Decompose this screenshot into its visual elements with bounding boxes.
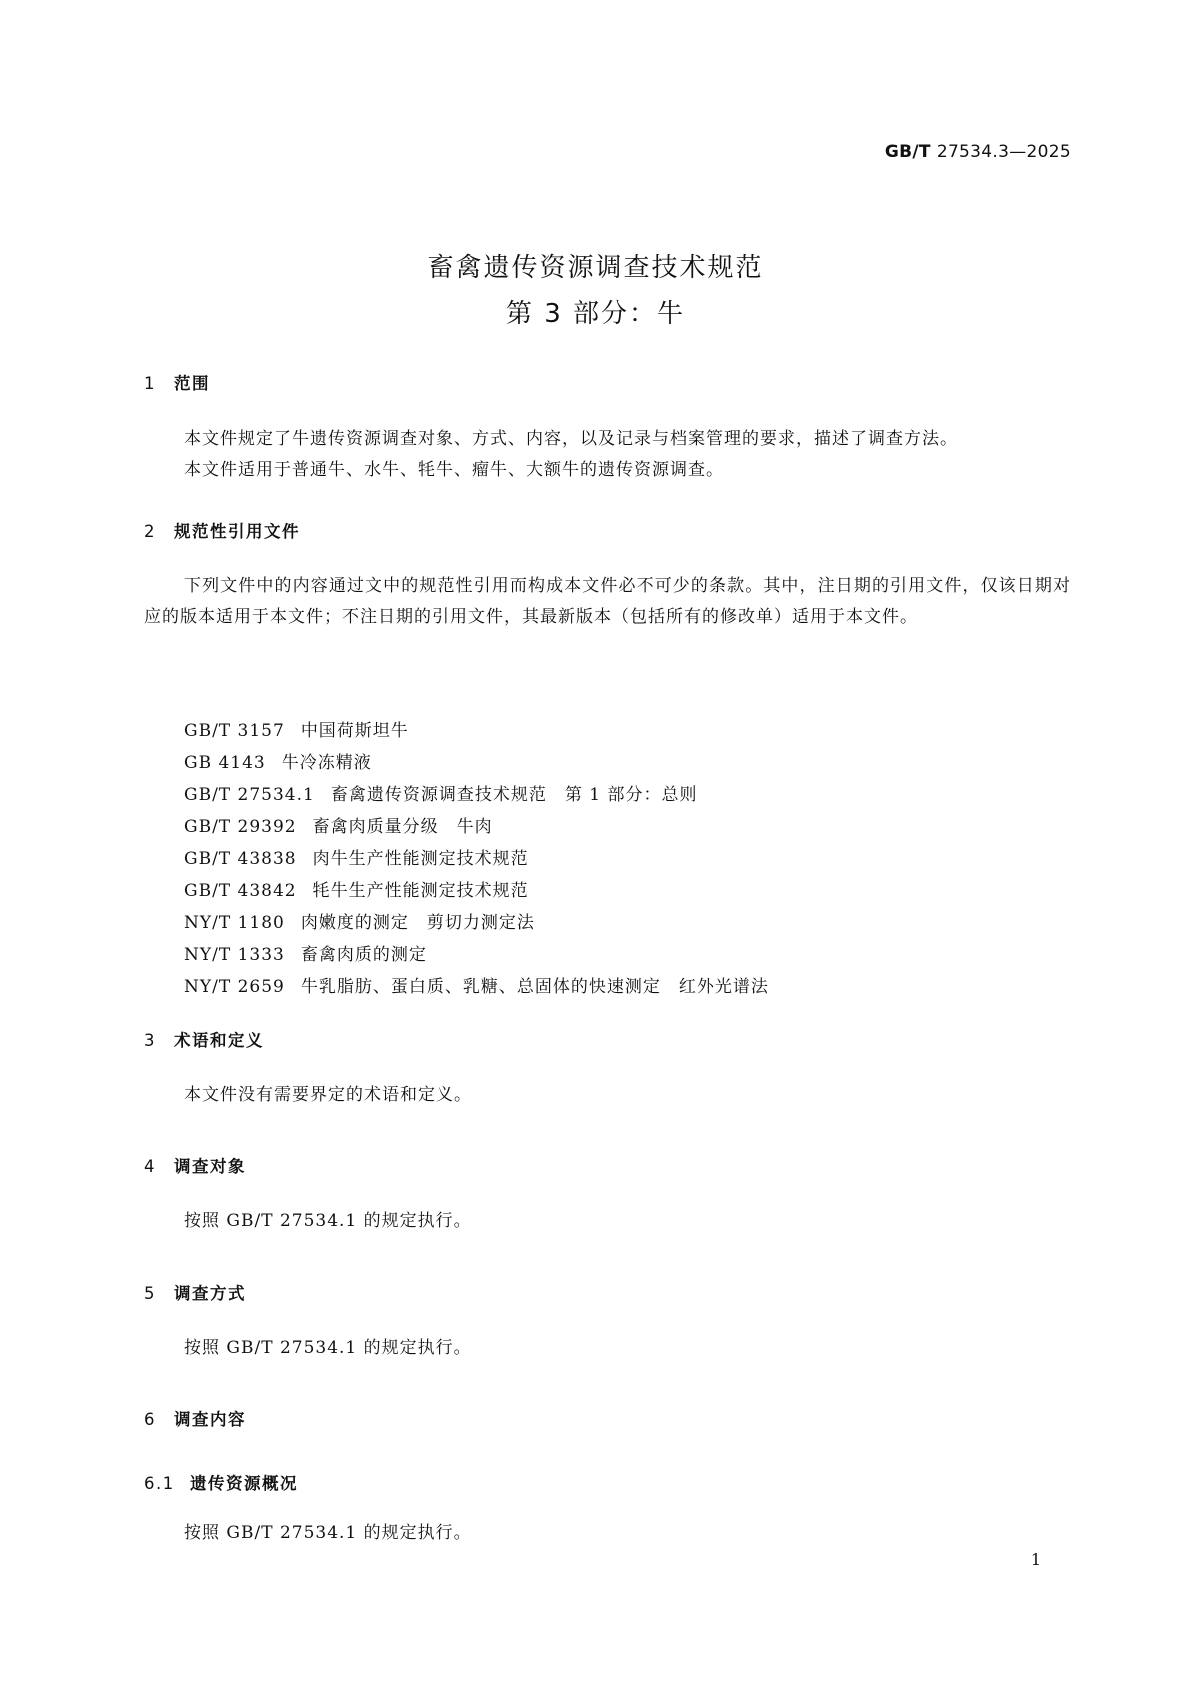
reference-item [184,747,769,779]
section-1-heading [144,370,210,394]
reference-code: GB 4143 [184,753,266,773]
section-2-heading [144,518,300,542]
document-title: 畜禽遗传资源调查技术规范 [427,253,764,283]
section-number: 5 [144,1284,156,1303]
section-number: 6 [144,1410,156,1429]
reference-item [184,907,769,939]
section-title: 范围 [174,374,210,393]
section-5-heading [144,1280,246,1304]
references-intro: 下列文件中的内容通过文中的规范性引用而构成本文件必不可少的条款。其中，注日期的引用文件，仅该日期对应的版本适用于本文件；不注日期的引用文件，其最新版本（包括所有的修改单）适用于本文件。 [144,576,1071,627]
reference-code: NY/T 2659 [184,977,285,997]
section-4-heading [144,1153,246,1177]
reference-title: 中国荷斯坦牛 [300,721,409,741]
standard-code [885,142,1071,162]
section-title: 调查对象 [174,1157,246,1176]
reference-code: GB/T 43842 [184,881,297,901]
section-title: 规范性引用文件 [174,522,300,541]
paragraph: 本文件规定了牛遗传资源调查对象、方式、内容，以及记录与档案管理的要求，描述了调查方法。 [184,429,958,449]
reference-title: 畜禽遗传资源调查技术规范 第 1 部分：总则 [330,785,698,805]
reference-title: 畜禽肉质的测定 [300,945,427,965]
section-number: 3 [144,1031,156,1050]
paragraph: 本文件没有需要界定的术语和定义。 [184,1085,472,1105]
standard-number: 27534.3—2025 [936,142,1071,162]
reference-code: NY/T 1180 [184,913,285,933]
section-number: 2 [144,522,156,541]
section-title: 遗传资源概况 [190,1474,298,1493]
section-6-heading [144,1406,246,1430]
page-number: 1 [1030,1550,1041,1569]
reference-title: 肉嫩度的测定 剪切力测定法 [300,913,535,933]
reference-code: GB/T 27534.1 [184,785,315,805]
reference-code: GB/T 29392 [184,817,297,837]
document-subtitle: 第 3 部分：牛 [505,299,686,329]
reference-title: 牛乳脂肪、蛋白质、乳糖、总固体的快速测定 红外光谱法 [300,977,769,997]
reference-item [184,779,769,811]
paragraph: 本文件适用于普通牛、水牛、牦牛、瘤牛、大额牛的遗传资源调查。 [184,460,724,480]
standard-prefix: GB/T [884,142,931,162]
reference-list [184,715,769,1003]
section-6-1-heading [144,1470,298,1494]
paragraph: 按照 GB/T 27534.1 的规定执行。 [184,1338,472,1358]
reference-item [184,843,769,875]
reference-item [184,811,769,843]
reference-title: 畜禽肉质量分级 牛肉 [312,817,493,837]
reference-item [184,971,769,1003]
paragraph: 按照 GB/T 27534.1 的规定执行。 [184,1523,472,1543]
paragraph: 按照 GB/T 27534.1 的规定执行。 [184,1211,472,1231]
reference-title: 牛冷冻精液 [281,753,372,773]
reference-item [184,939,769,971]
reference-code: GB/T 43838 [184,849,297,869]
reference-title: 牦牛生产性能测定技术规范 [312,881,529,901]
reference-code: GB/T 3157 [184,721,285,741]
section-title: 调查方式 [174,1284,246,1303]
reference-code: NY/T 1333 [184,945,285,965]
section-number: 4 [144,1157,156,1176]
section-title: 调查内容 [174,1410,246,1429]
section-title: 术语和定义 [174,1031,264,1050]
section-number: 1 [144,374,156,393]
reference-title: 肉牛生产性能测定技术规范 [312,849,529,869]
section-number: 6.1 [144,1474,175,1493]
reference-item [184,875,769,907]
section-3-heading [144,1027,264,1051]
reference-item [184,715,769,747]
